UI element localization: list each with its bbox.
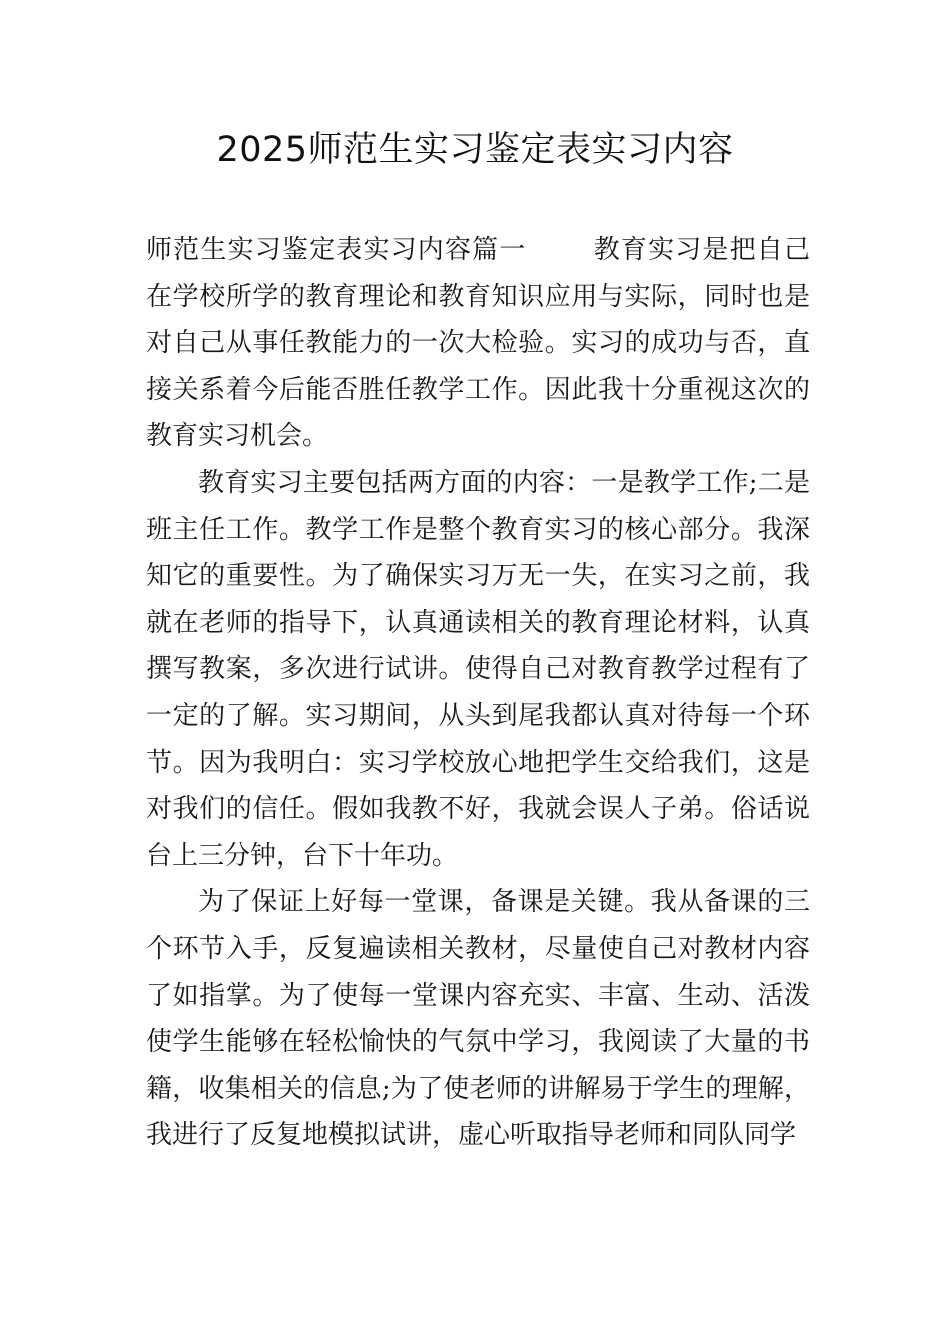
paragraph-3: 为了保证上好每一堂课，备课是关键。我从备课的三个环节入手，反复遍读相关教材，尽量使自己对教材内容了如指掌。为了使每一堂课内容充实、丰富、生动、活泼使学生能够在轻松愉快的气氛中学习，我阅读了大量的书籍，收集相关的信息;为了使老师的讲解易于学生的理解，我进行了反复地模拟试讲，虚心听取指导老师和同队同学 xyxy=(146,887,810,1151)
document-title: 2025师范生实习鉴定表实习内容 xyxy=(216,130,734,170)
paragraph-1-text: 教育实习是把自己在学校所学的教育理论和教育知识应用与实际，同时也是对自己从事任教能力的一次大检验。实习的成功与否，直接关系着今后能否胜任教学工作。因此我十分重视这次的教育实习机会。 xyxy=(146,235,810,452)
paragraph-2: 教育实习主要包括两方面的内容：一是教学工作;二是班主任工作。教学工作是整个教育实习的核心部分。我深知它的重要性。为了确保实习万无一失，在实习之前，我就在老师的指导下，认真通读相关的教育理论材料，认真撰写教案，多次进行试讲。使得自己对教育教学过程有了一定的了解。实习期间，从头到尾我都认真对待每一个环节。因为我明白：实习学校放心地把学生交给我们，这是对我们的信任。假如我教不好，我就会误人子弟。俗话说台上三分钟，台下十年功。 xyxy=(146,467,810,871)
document-body xyxy=(146,227,810,1159)
paragraph-1 xyxy=(146,227,810,460)
section-heading: 师范生实习鉴定表实习内容篇一 xyxy=(146,235,527,265)
